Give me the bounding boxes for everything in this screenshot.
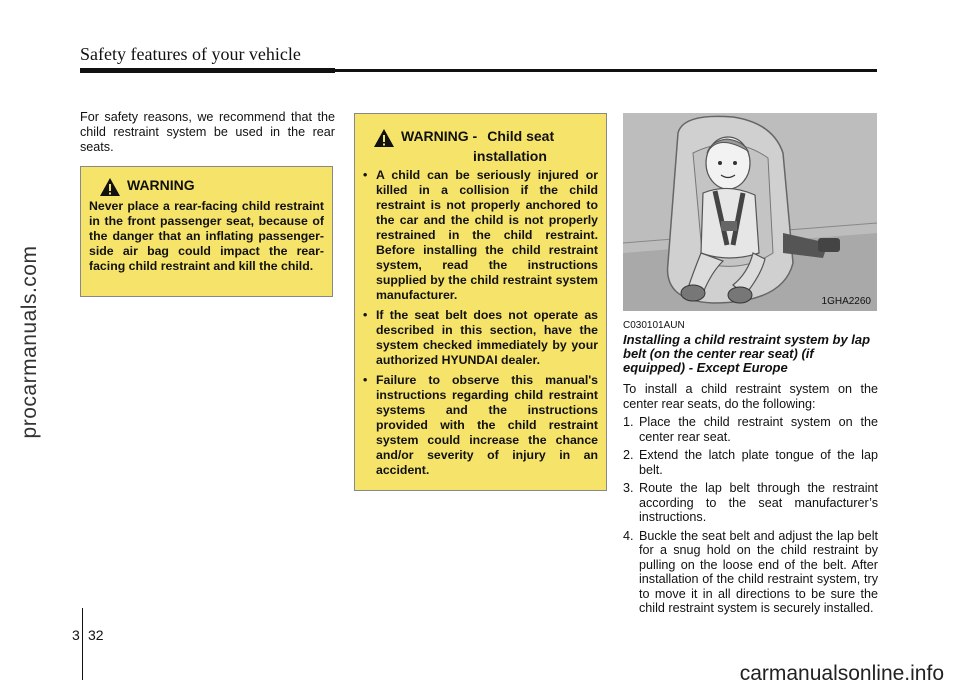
warning-title: WARNING [127,177,195,193]
warning-subtitle: Child seat [487,128,555,144]
warning-bullet: • If the seat belt does not operate as described in this section, have the system checked immediately by your authorized HYUNDAI dealer. [363,308,598,368]
footer-watermark: carmanualsonline.info [739,662,944,685]
section-title: Installing a child restraint system by lap belt (on the center rear seat) (if equipped) - Except Europe [623,332,871,375]
step-number: 4. [623,528,634,543]
step-item [623,529,878,616]
warning-bullet: • A child can be seriously injured or killed in a collision if the child restraint is not properly anchored to the car and the child is not properly restrained in the child restraint. Before installing the child restraint system, read the instructions supplied by the child restraint system manufacturer. [363,168,598,303]
warning-bullet: • Failure to observe this manual's instructions regarding child restraint systems and the instructions provided with the child restraint system could increase the chance and/or severity of injury in an accident. [363,373,598,478]
step-text: Extend the latch plate tongue of the lap belt. [639,448,878,477]
section-code: C030101AUN [623,320,685,331]
page-number: 32 [88,627,104,643]
warning-subtitle-line2: installation [473,148,547,164]
illustration-code: 1GHA2260 [821,296,871,307]
step-item [623,481,878,525]
warning-text: Never place a rear-facing child restraint in the front passenger seat, because of the danger that an inflating passenger-side air bag could impact the rear-facing child restraint and kill the child. [89,199,324,273]
step-text: Buckle the seat belt and adjust the lap belt for a snug hold on the child restraint by pulling on the loose end of the belt. After installation of the child restraint system, try to move it in all directions to be sure the child restraint system is securely installed. [639,528,878,615]
section-intro: To install a child restraint system on the center rear seats, do the following: [623,382,878,411]
side-watermark: procarmanuals.com [18,245,41,439]
steps-list [623,415,878,616]
step-item [623,448,878,477]
intro-paragraph: For safety reasons, we recommend that the child restraint system be used in the rear seats. [80,110,335,154]
warning-box-front-seat [80,166,333,297]
section-body [623,382,878,620]
page-header-title: Safety features of your vehicle [80,44,301,64]
step-number: 1. [623,415,634,429]
step-number: 3. [623,481,634,495]
warning-triangle-icon [373,128,395,148]
child-seat-drawing [623,113,877,311]
step-number: 2. [623,448,634,462]
step-text: Place the child restraint system on the center rear seat. [639,415,878,444]
chapter-number: 3 [72,627,80,643]
step-text: Route the lap belt through the restraint according to the seat manufacturer’s instructions. [639,481,878,524]
warning-triangle-icon [99,177,121,197]
child-seat-illustration [623,113,877,311]
header-rule-accent [80,68,335,73]
page-number-divider [82,608,83,680]
warning-bullet-list [363,168,598,478]
warning-title: WARNING - [401,128,478,144]
warning-box-child-seat [354,113,607,491]
step-item [623,415,878,444]
